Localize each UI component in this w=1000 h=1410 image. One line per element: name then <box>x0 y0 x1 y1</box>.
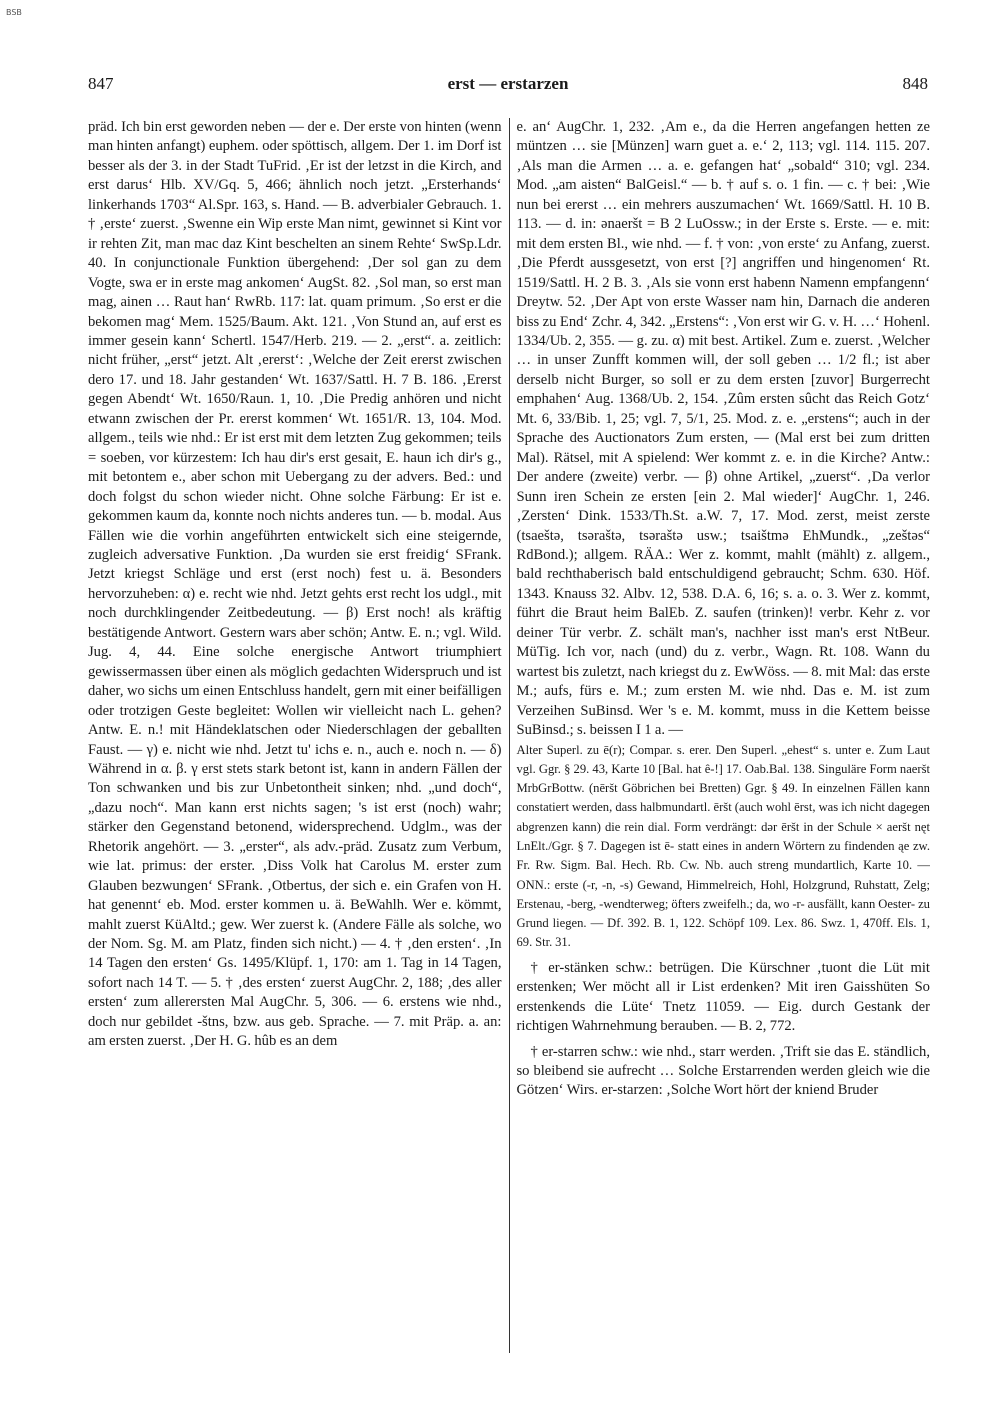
right-column-text: e. an‘ AugChr. 1, 232. ‚Am e., da die Herren angefangen hetten ze müntzen … sie [Münzen] warn guet a. e.‘ 2, 113; vgl. 114. 115. 207. ‚Als man die Armen … a. e. gefangen hat‘ „sobald“ 310; vgl. 234. Mod. „am aisten“ BalGeisl.“ — b. † auf s. o. 1 fin. — c. † bei: ‚Wie nun bei ererst … ein mehrers auszumachen‘ Wt. 1669/Sattl. H. 10 B. 113. — d. in: ənaeršt = B 2 LuOssw.; in der Erste s. Erste. — e. mit: mit dem ersten Bl., wie nhd. — f. † von: ‚von erste‘ zu Anfang, zuerst. ‚Die Pferdt aussgesetzt, von erst [?] angriffen und hingenomen‘ Rt. 1519/Sattl. H. 2 B. 3. ‚Als sie vonn erst habenn Namenn empfangenn‘ Dreytw. 52. ‚Der Apt von erste Wasser nam hin, Darnach die anderen biss zu End‘ Zchr. 4, 342. „Erstens“: ‚Von erst wir G. v. H. …‘ Hohenl. 1334/Ub. 2, 355. — g. zu. α) mit best. Artikel. Zum e. zuerst. ‚Welcher … in unser Zunfft kommen will, der soll geben … 1/2 fl.; ist aber derselb nicht Burger, so soll er zu dem ersten [zuvor] Burgerrecht emphahen‘ Aug. 1368/Ub. 2, 154. ‚Zûm ersten sûcht das Reich Gotz‘ Mt. 6, 33/Bib. 1, 25; vgl. 7, 5/1, 25. Mod. z. e. „erstens“; auch in der Sprache des Auctionators Zum ersten, — (Mal erst bei zum dritten Mal). Rätsel, mit A spielend: Wer kommt z. e. in die Kirche? Antw.: Der andere (zweite) verbr. — β) ohne Artikel, „zuerst“. ‚Da verlor Sunn iren Schein ze ersten [ein 2. Mal wieder]‘ AugChr. 1, 246. ‚Zersten‘ Dink. 1533/Th.St. a.W. 7, 17. Mod. zerst, meist zerste (tsaeštə, tsəraštə, tsəraštə usw.; tsaištmə EhMundk., „zeštəs“ RdBond.); allgem. RÄA.: Wer z. kommt, mahlt (mählt) z. allgem., bald rechthaberisch bald entschuldigend gebraucht; Schm. 630. Höf. 1343. Knauss 32. Albv. 12, 538. D.A. 6, 16; s. a. o. 3. Wer z. kommt, führt die Braut heim BalEb. Z. saufen (trinken)! verbr. Kehr z. vor deiner Tür verbr. Z. schält man's, nachher isst man's erst NtBeur. MüTig. Ich vor, nach (und) du z. verbr., Wagn. Rt. 108. Wann du wartest bis zuletzt, nach kriegst du z. EwWöss. — 8. mit Mal: das erste M.; aufs, fürs e. M.; zum ersten M. wie nhd. Das e. M. ist zum Verzeihen SuBinsd. Wer 's e. M. kommt, muss in die Kettem beisse SuBinsd.; s. beissen I 1 a. — <box>516 119 930 739</box>
etymology-note: Alter Superl. zu ē(r); Compar. s. erer. Den Superl. „ehest“ s. unter e. Zum Laut vgl. Ggr. § 29. 43, Karte 10 [Bal. hat ê-!] 17. Oab.Bal. 138. Singuläre Form naeršt MrbGrBottw. (nēršt Göbrichen bei Bretten) Ggr. § 49. In einzelnen Fällen kann constatiert werden, dass halbmundartl. ēršt (auch wohl ērst, was ich nicht dagegen abgrenzen kann) die rein dial. Form verdrängt: dər ēršt in der Schule × aeršt nęt LnElt./Ggr. § 7. Dagegen ist ē- statt eines in andern Wörtern zu findenden ąe zw. Fr. Rw. Sigm. Bal. Hech. Rb. Cw. Nb. auch streng mundartlich, Karte 10. — ONN.: erste (-r, -n, -s) Gewand, Himmelreich, Hohl, Holzgrund, Ruhstatt, Zelg; Erstenau, -berg, -wendterweg; öfters zweifelh.; da, wo -r- ausfällt, kann Oester- zu Grund liegen. — Df. 392. B. 1, 122. Schöpf 109. Lex. 86. Swz. 1, 470ff. Els. 1, 69. Str. 31. <box>516 742 930 950</box>
left-column-text: präd. Ich bin erst geworden neben — der e. Der erste von hinten (wenn man hinten anfangt) euphem. oder spöttisch, allgem. Der 1. im Dorf ist besser als der 3. in der Stadt TuFrid. ‚Er ist der letzst in die Kirch, and erst darus‘ Hlb. XV/Gq. 5, 466; ähnlich noch jetzt. „Ersterhands‘ linkerhands 1703“ Al.Spr. 163, s. Hand. — B. adverbialer Gebrauch. 1. † ‚erste‘ zuerst. ‚Swenne ein Wip erste Man nimt, gewinnet si Kint vor ir rehten Zit, man mac daz Kint beschelten an sinem Rehte‘ SwSp.Ldr. 40. In conjunctionale Funktion übergehend: ‚Der sol gan zu dem Vogte, swa er in erste mag ankomen‘ AugSt. 82. ‚Sol man, so erst man mag, ainen … Raut han‘ RwRb. 117: lat. quam primum. ‚So erst er die bekomen mag‘ Mem. 1525/Baum. Akt. 121. ‚Von Stund an, auf erst es immer gesein kann‘ Schertl. 1547/Herb. 219. — 2. „erst“. a. zeitlich: nicht früher, „erst“ jetzt. Alt ‚ererst‘: ‚Welche der Zeit ererst zwischen dero 17. und 18. Jahr gestanden‘ Wt. 1637/Sattl. H. 7 B. 186. ‚Ererst gegen Abendt‘ Wt. 1650/Raun. 1, 10. ‚Die Predig anhören und nicht etwann zwischen der Pr. ererst kommen‘ Wt. 1651/R. 13, 104. Mod. allgem., teils wie nhd.: Er ist erst mit dem letzten Zug gekommen; teils = soeben, vor kürzestem: Ich hau dir's erst gesait, E. haun ich dir's g., mit betontem e., aber schon mit Uebergang zu der advers. Bed.: und doch folgst du schon wieder nicht. Ohne solche Färbung: Er ist e. gekommen kaum da, konnte noch nichts anderes tun. — b. modal. Aus Fällen wie die vorhin angeführten entwickelt sich eine steigernde, zugleich adversative Funktion. ‚Da wurden sie erst freidig‘ SFrank. Jetzt kriegst Schläge und erst (erst noch) fest u. ä. Besonders hervorzuheben: α) e. recht wie nhd. Jetzt gehts erst recht los udgl., mit noch durchklingender Zeitbedeutung. — β) Erst noch! als kräftig bestätigende Antwort. Gestern wars aber schön; Antw. E. n.; vgl. Wild. Jug. 4, 44. Eine solche energische Antwort triumphiert gewissermassen über einen als möglich gedachten Widerspruch und ist daher, wo sichs um einen Entschluss handelt, gern mit einer beifälligen oder trotzigen Geste begleitet: Wollen wir vielleicht nach L. gehen? Antw. E. n.! mit Händeklatschen oder Niederschlagen der geballten Faust. — γ) e. nicht wie nhd. Jetzt tu' ichs e. n., auch e. noch n. — δ) Während in α. β. γ erst stets stark betont ist, kann in andern Fällen der Ton schwanken und bis zur Unbetontheit sinken; nhd. „und doch“, „dazu noch“. Man kann erst nichts sagen; 's ist erst (noch) wahr; stärker den Gegenstand betonend, widersprechend. Udglm., was der Rhetorik angehört. — 3. „erster“, als adv.-präd. Zusatz zum Verbum, wie lat. primus: der erster. ‚Diss Volk hat Carolus M. erster zum Glauben bezwungen‘ SFrank. ‚Otbertus, der sich e. ein Grafen von H. hat genennt‘ eb. Mod. erster kommen u. ä. BeWahlh. Wer e. kömmt, mahlt zuerst KüAltd.; gew. Wer zuerst k. (Andere Fälle als solche, wo der Nom. Sg. M. am Platz, finden sich nicht.) — 4. † ‚den ersten‘. ‚In 14 Tagen den ersten‘ Gs. 1495/Klüpf. 1, 170: am 1. Tag in 14 Tagen, sofort nach 14 T. — 5. † ‚des ersten‘ zuerst AugChr. 2, 188; ‚des aller ersten‘ zum allerersten Mal AugChr. 5, 306. — 6. erstens wie nhd., doch nur gebildet -štns, bzw. aus geb. Sprache. — 7. mit Präp. a. an: am ersten zuerst. ‚Der H. G. hûb es an dem <box>88 119 502 1050</box>
left-column <box>88 118 509 1353</box>
right-column <box>509 118 930 1353</box>
running-title: erst — erstarzen <box>447 74 569 93</box>
page-number-left: 847 <box>88 74 114 93</box>
text-columns <box>88 118 930 1353</box>
entry-erstarren: † er-starren schw.: wie nhd., starr werden. ‚Trift sie das E. ständlich, so bleibend sie aufrecht … Solche Erstarrenden werden gleich wie die Götzen‘ Wirs. er-starzen: ‚Solche Wort hört der kniend Bruder <box>516 1043 930 1099</box>
page-header <box>88 74 928 98</box>
library-stamp: BSB <box>6 8 22 17</box>
entry-erstaenken: † er-stänken schw.: betrügen. Die Kürschner ‚tuont die Lüt mit erstenken; Wer möcht all ir List erdenken? Mit iren Gaisshüten So erstenkends die Lüte‘ Tnetz 11059. — Eig. durch Gestank der richtigen Wahrnehmung berauben. — B. 2, 772. <box>516 959 930 1035</box>
page-number-right: 848 <box>902 74 928 93</box>
